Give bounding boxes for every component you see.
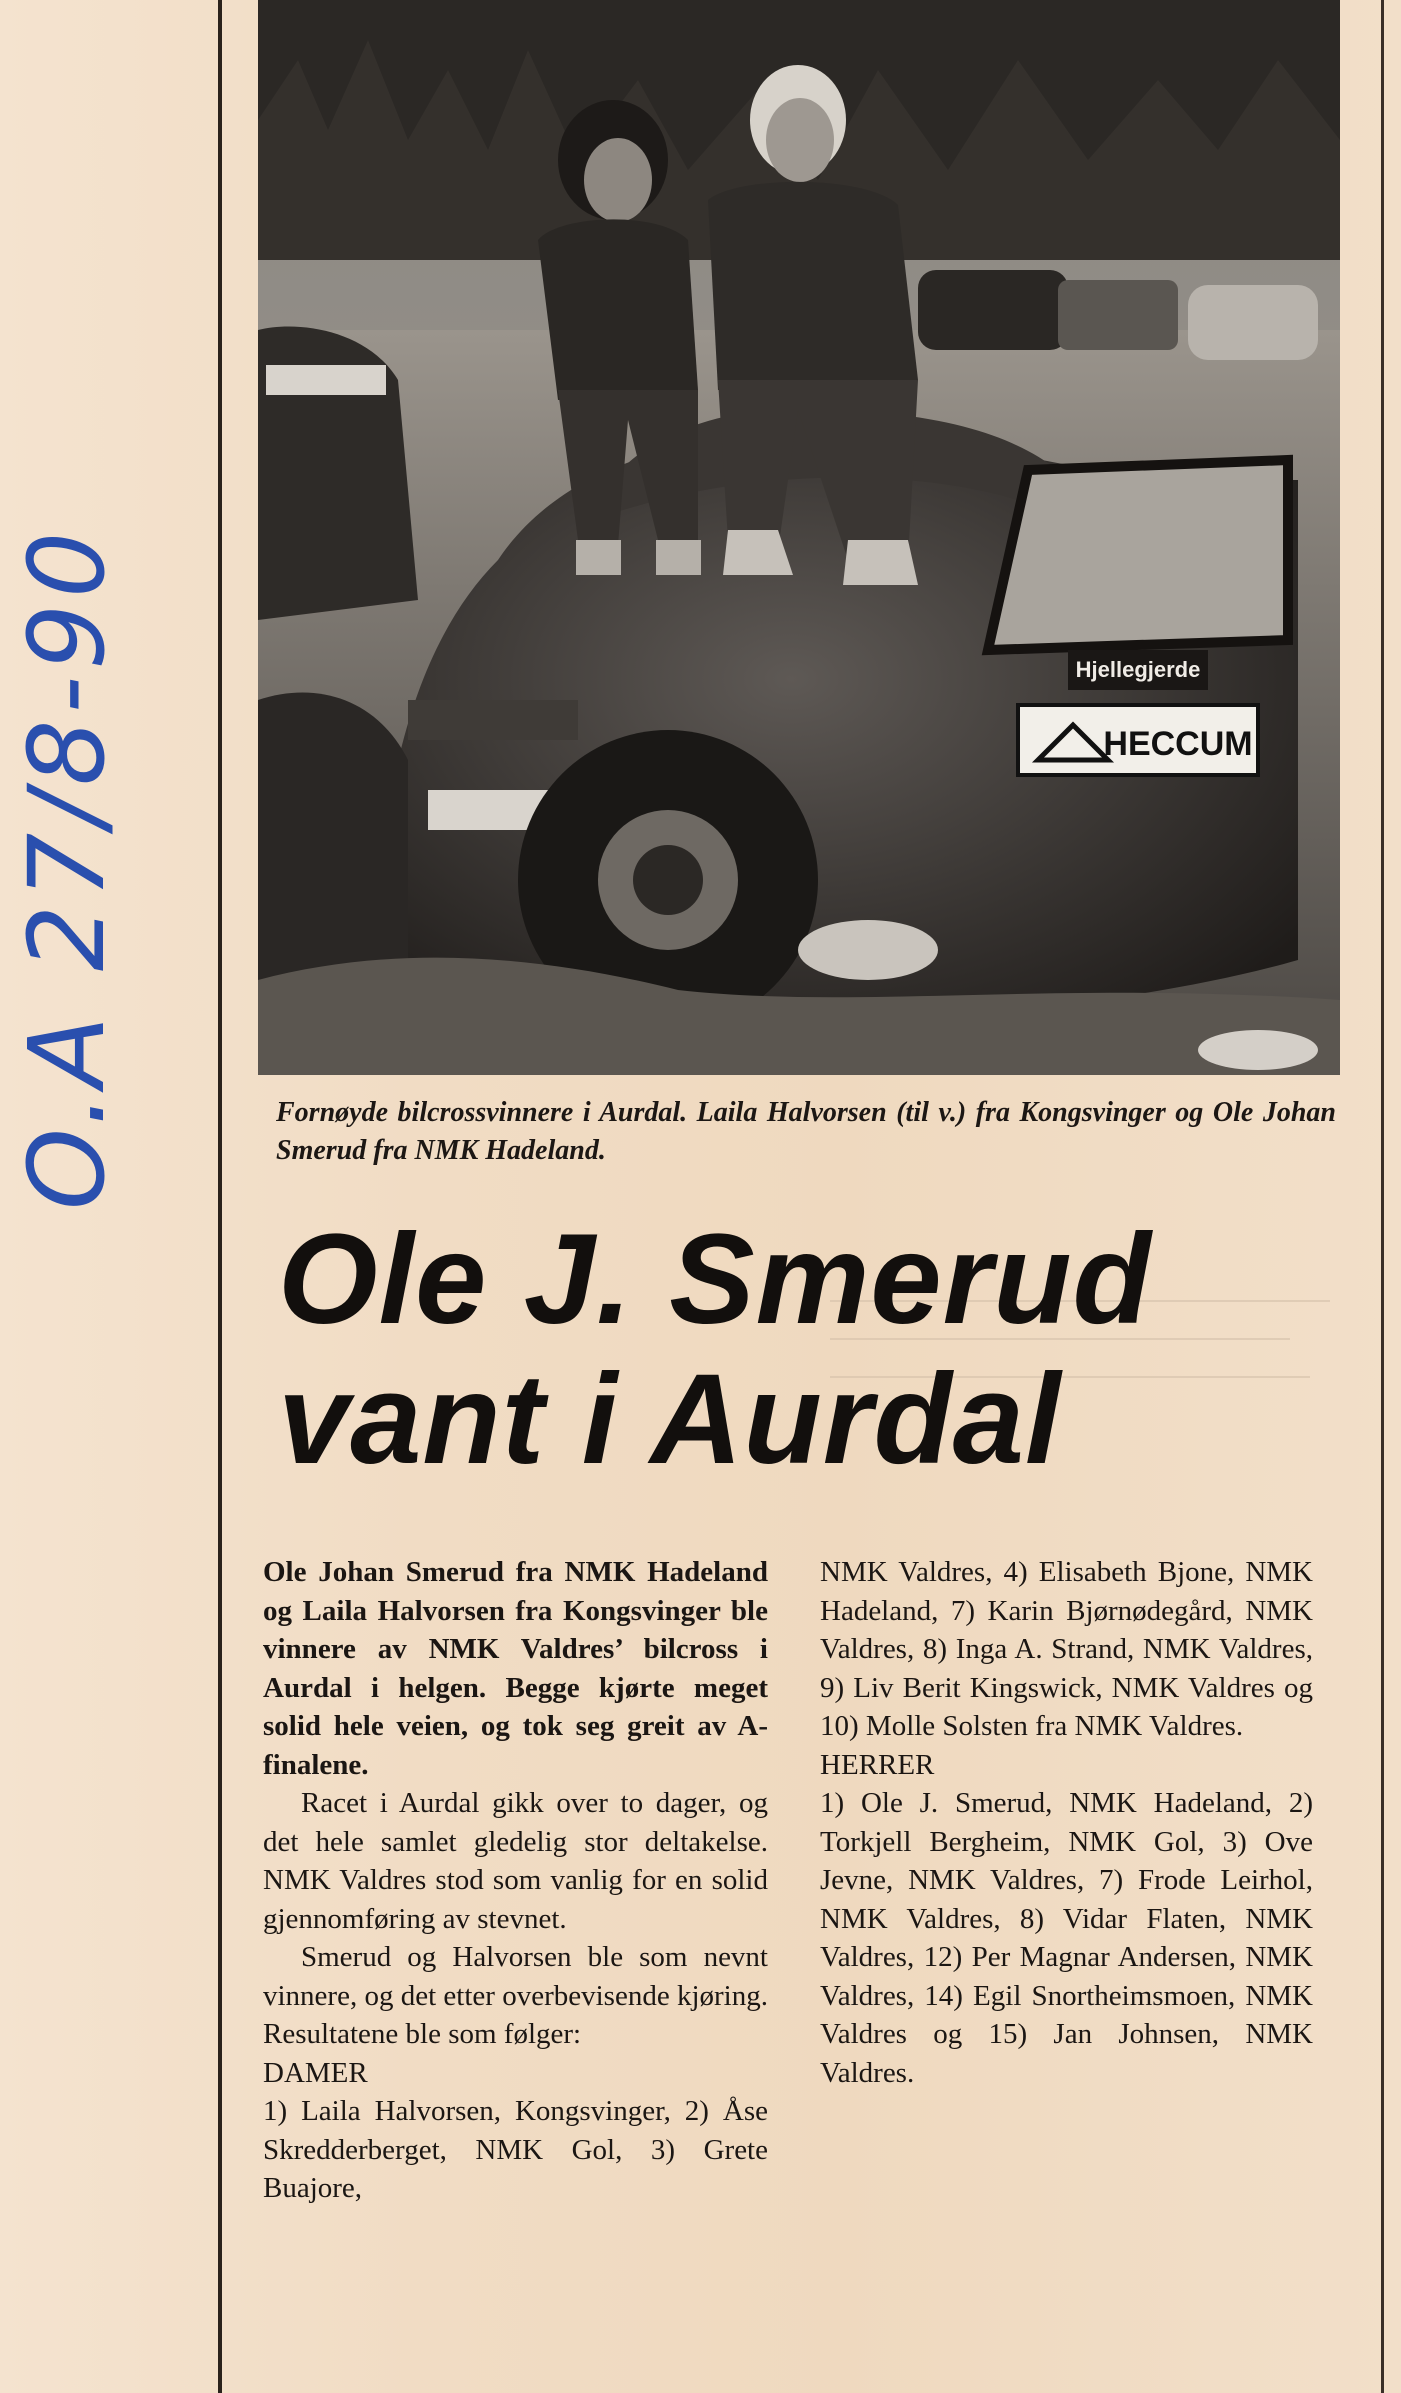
column-rule-left [218, 0, 222, 2393]
photo-illustration [258, 0, 1340, 1075]
damer-results-part-1: 1) Laila Halvorsen, Kongsvinger, 2) Åse Skredderberget, NMK Gol, 3) Grete Buajore, [263, 2095, 768, 2204]
article-column-left [263, 1553, 768, 2208]
article-lead: Ole Johan Smerud fra NMK Hadeland og Laila Halvorsen fra Kongsvinger ble vinnere av NMK Valdres’ bilcross i Aurdal i helgen. Begge kjørte meget solid hele veien, og tok seg greit av A-finalene. [263, 1556, 768, 1781]
rally-photo [258, 0, 1340, 1075]
handwritten-date-note: O.A 27/8-90 [6, 525, 128, 1210]
damer-heading: DAMER [263, 2056, 368, 2089]
herrer-heading: HERRER [820, 1748, 935, 1781]
headline-line-1: Ole J. Smerud [278, 1208, 1152, 1351]
article-paragraph-1: Racet i Aurdal gikk over to dager, og det hele samlet gledelig stor deltakelse. NMK Valdres stod som vanlig for en solid gjennomføring av stevnet. [263, 1787, 768, 1935]
article-column-right [820, 1553, 1313, 2092]
headline-line-2: vant i Aurdal [278, 1348, 1062, 1491]
plate-text: HECCUM [1103, 725, 1253, 763]
article-headline [278, 1210, 1378, 1490]
article-paragraph-2: Smerud og Halvorsen ble som nevnt vinnere, og det etter overbevisende kjøring. Resultatene ble som følger: [263, 1941, 768, 2050]
herrer-results: 1) Ole J. Smerud, NMK Hadeland, 2) Torkjell Bergheim, NMK Gol, 3) Ove Jevne, NMK Valdres, 7) Frode Leirhol, NMK Valdres, 8) Vidar Flaten, NMK Valdres, 12) Per Magnar Andersen, NMK Valdres, 14) Egil Snortheimsmoen, NMK Valdres og 15) Jan Johnsen, NMK Valdres. [820, 1787, 1313, 2089]
photo-caption: Fornøyde bilcrossvinnere i Aurdal. Laila Halvorsen (til v.) fra Kongsvinger og Ole Johan Smerud fra NMK Hadeland. [276, 1097, 1336, 1166]
column-rule-right [1381, 0, 1384, 2393]
damer-results-part-2: NMK Valdres, 4) Elisabeth Bjone, NMK Hadeland, 7) Karin Bjørnødegård, NMK Valdres, 8) Inga A. Strand, NMK Valdres, 9) Liv Berit Kingswick, NMK Valdres og 10) Molle Solsten fra NMK Valdres. [820, 1556, 1313, 1742]
sticker-text: Hjellegjerde [1075, 657, 1201, 682]
